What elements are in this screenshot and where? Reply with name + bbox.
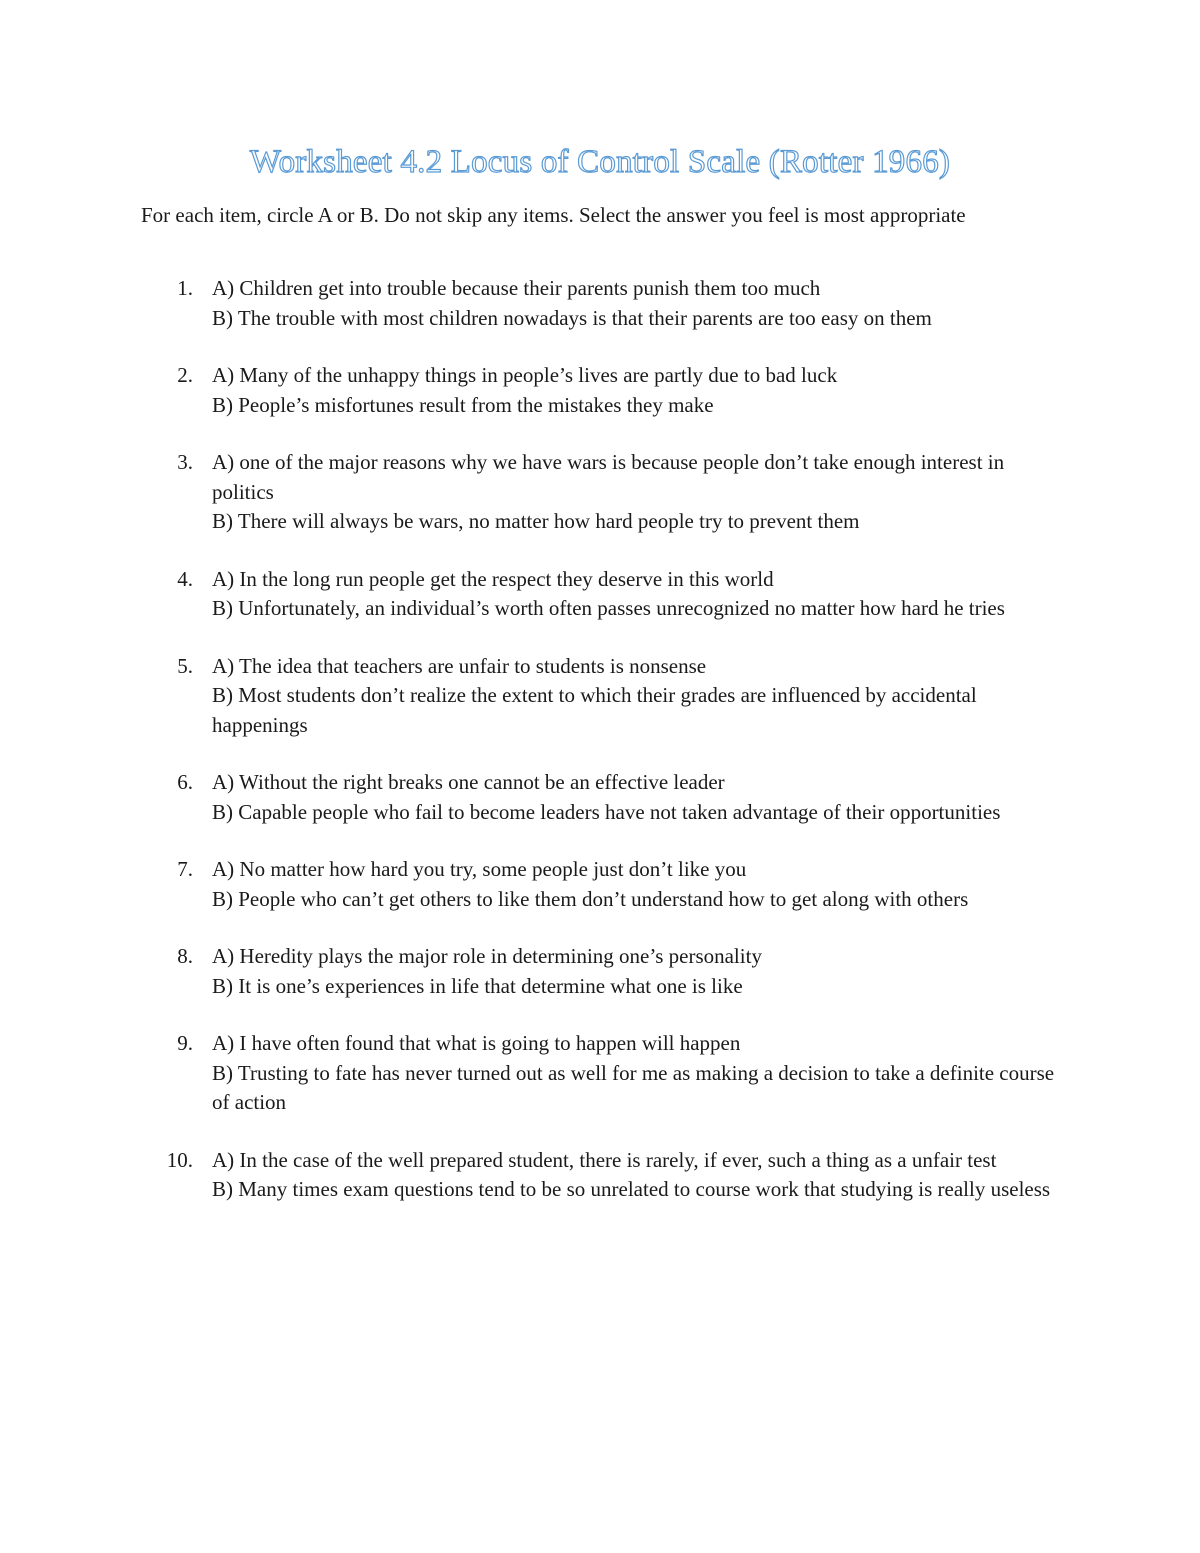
worksheet-title: Worksheet 4.2 Locus of Control Scale (Rotter 1966): [249, 144, 951, 180]
option-b[interactable]: B) Capable people who fail to become leaders have not taken advantage of their opportunities: [212, 799, 1001, 824]
option-a[interactable]: A) The idea that teachers are unfair to students is nonsense: [212, 653, 707, 678]
option-a[interactable]: A) Children get into trouble because their parents punish them too much: [212, 276, 821, 300]
option-b[interactable]: B) Unfortunately, an individual’s worth often passes unrecognized no matter how hard he tries: [212, 596, 1005, 620]
option-b[interactable]: B) People’s misfortunes result from the mistakes they make: [212, 392, 714, 417]
option-a[interactable]: A) one of the major reasons why we have wars is because people don’t take enough interest in politics: [212, 450, 1005, 504]
question-number: 2.: [177, 363, 193, 387]
question-item: [141, 448, 1071, 537]
option-b[interactable]: B) Trusting to fate has never turned out as well for me as making a decision to take a definite course of action: [212, 1060, 1055, 1114]
question-number: 8.: [177, 944, 193, 968]
option-a[interactable]: A) In the long run people get the respect they deserve in this world: [212, 566, 774, 591]
question-item: [141, 274, 1071, 333]
question-number: 9.: [177, 1031, 193, 1055]
option-a[interactable]: A) I have often found that what is going to happen will happen: [212, 1031, 741, 1055]
instructions: For each item, circle A or B. Do not skip any items. Select the answer you feel is most appropriate: [141, 203, 966, 227]
question-item: [141, 768, 1071, 827]
question-item: [141, 565, 1071, 624]
question-number: 6.: [177, 770, 193, 794]
option-b[interactable]: B) Many times exam questions tend to be so unrelated to course work that studying is really useless: [212, 1177, 1051, 1201]
option-a[interactable]: A) Heredity plays the major role in determining one’s personality: [212, 944, 762, 968]
question-number: 1.: [177, 276, 193, 300]
question-number: 10.: [166, 1147, 193, 1172]
question-item: [141, 652, 1071, 741]
option-a[interactable]: A) Without the right breaks one cannot be an effective leader: [212, 770, 725, 794]
option-a[interactable]: A) In the case of the well prepared student, there is rarely, if ever, such a thing as a unfair test: [212, 1147, 997, 1172]
option-b[interactable]: B) There will always be wars, no matter how hard people try to prevent them: [212, 509, 860, 533]
question-item: [141, 361, 1071, 420]
option-b[interactable]: B) It is one’s experiences in life that determine what one is like: [212, 973, 743, 998]
question-item: [141, 1029, 1071, 1118]
question-item: [141, 1146, 1071, 1205]
option-b[interactable]: B) People who can’t get others to like them don’t understand how to get along with others: [212, 886, 969, 911]
question-list: [141, 274, 1071, 1233]
question-item: [141, 855, 1071, 914]
question-number: 7.: [177, 857, 193, 881]
question-item: [141, 942, 1071, 1001]
question-number: 4.: [177, 566, 193, 591]
question-number: 3.: [177, 450, 193, 474]
option-a[interactable]: A) Many of the unhappy things in people’s lives are partly due to bad luck: [212, 363, 838, 387]
option-a[interactable]: A) No matter how hard you try, some people just don’t like you: [212, 857, 747, 881]
option-b[interactable]: B) The trouble with most children nowadays is that their parents are too easy on them: [212, 305, 932, 330]
question-number: 5.: [177, 653, 193, 678]
option-b[interactable]: B) Most students don’t realize the extent to which their grades are influenced by accidental happenings: [212, 683, 977, 737]
